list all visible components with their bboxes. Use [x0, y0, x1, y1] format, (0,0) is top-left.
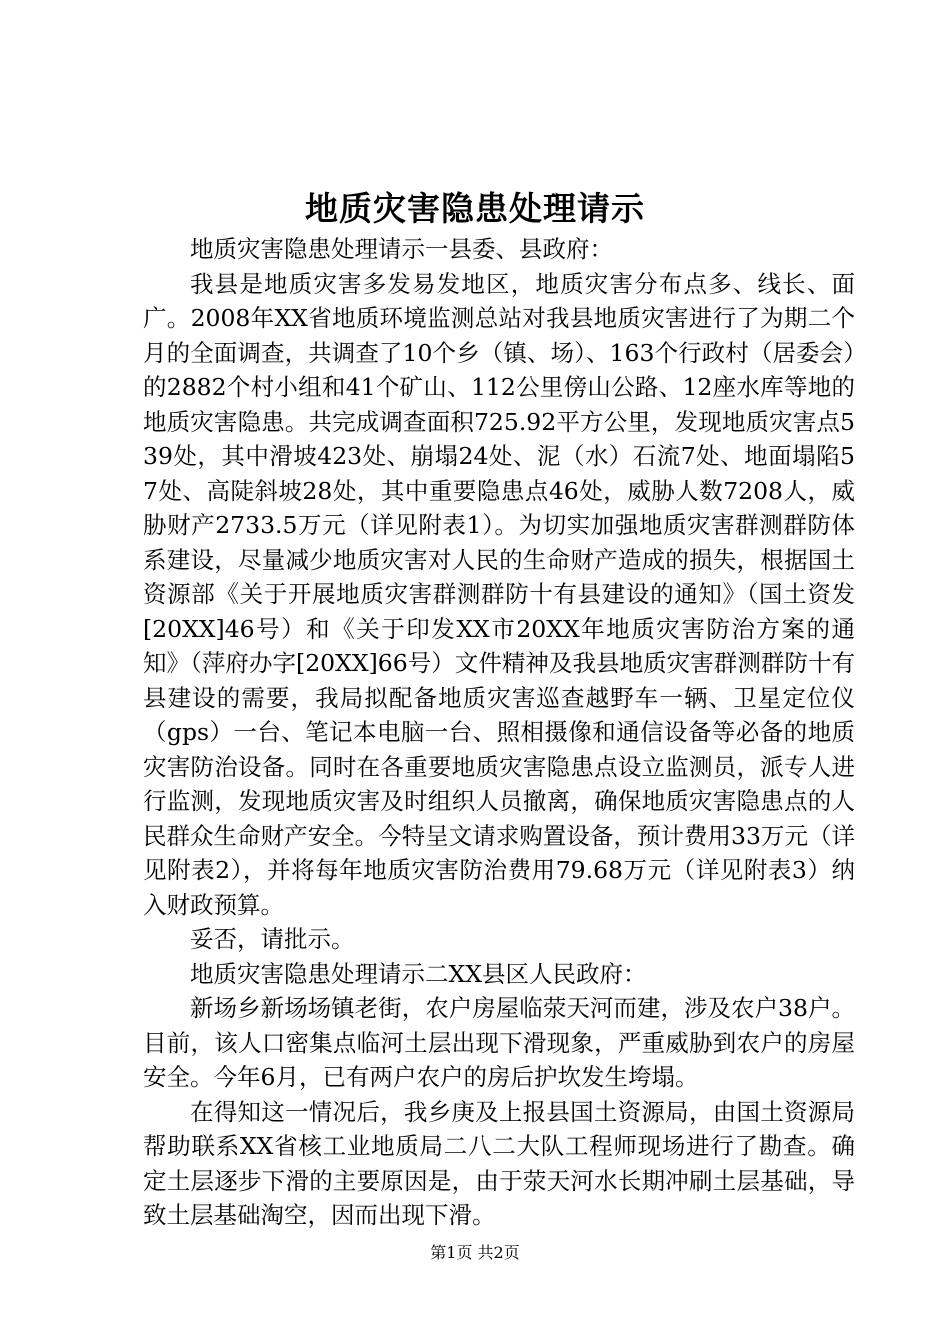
paragraph-investigation: 在得知这一情况后，我乡庚及上报县国土资源局，由国土资源局帮助联系XX省核工业地质局二八二大队工程师现场进行了勘查。确定土层逐步下滑的主要原因是，由于荥天河水长期冲刷土层基础，导致土层基础淘空，因而出现下滑。	[143, 1097, 855, 1229]
paragraph-main-request: 我县是地质灾害多发易发地区，地质灾害分布点多、线长、面广。2008年XX省地质环境监测总站对我县地质灾害进行了为期二个月的全面调查，共调查了10个乡（镇、场）、163个行政村（居委会）的2882个村小组和41个矿山、112公里傍山公路、12座水库等地的地质灾害隐患。共完成调查面积725.92平方公里，发现地质灾害点539处，其中滑坡423处、崩塌24处、泥（水）石流7处、地面塌陷57处、高陡斜坡28处，其中重要隐患点46处，威胁人数7208人，威胁财产2733.5万元（详见附表1）。为切实加强地质灾害群测群防体系建设，尽量减少地质灾害对人民的生命财产造成的损失，根据国土资源部《关于开展地质灾害群测群防十有县建设的通知》（国土资发[20XX]46号）和《关于印发XX市20XX年地质灾害防治方案的通知》（萍府办字[20XX]66号）文件精神及我县地质灾害群测群防十有县建设的需要，我局拟配备地质灾害巡查越野车一辆、卫星定位仪（gps）一台、笔记本电脑一台、照相摄像和通信设备等必备的地质灾害防治设备。同时在各重要地质灾害隐患点设立监测员，派专人进行监测，发现地质灾害及时组织人员撤离，确保地质灾害隐患点的人民群众生命财产安全。今特呈文请求购置设备，预计费用33万元（详见附表2），并将每年地质灾害防治费用79.68万元（详见附表3）纳入财政预算。	[143, 269, 855, 919]
paragraph-situation: 新场乡新场场镇老街，农户房屋临荥天河而建，涉及农户38户。目前，该人口密集点临河土层出现下滑现象，严重威胁到农户的房屋安全。今年6月，已有两户农户的房后护坎发生垮塌。	[143, 994, 855, 1091]
page-number: 第1页 共2页	[430, 1243, 520, 1262]
paragraph-heading-one: 地质灾害隐患处理请示一县委、县政府：	[190, 235, 613, 263]
document-body	[143, 232, 855, 1233]
paragraph-heading-two: 地质灾害隐患处理请示二XX县区人民政府：	[190, 959, 647, 988]
paragraph-closing: 妥否，请批示。	[190, 925, 355, 953]
document-title: 地质灾害隐患处理请示	[305, 189, 645, 228]
